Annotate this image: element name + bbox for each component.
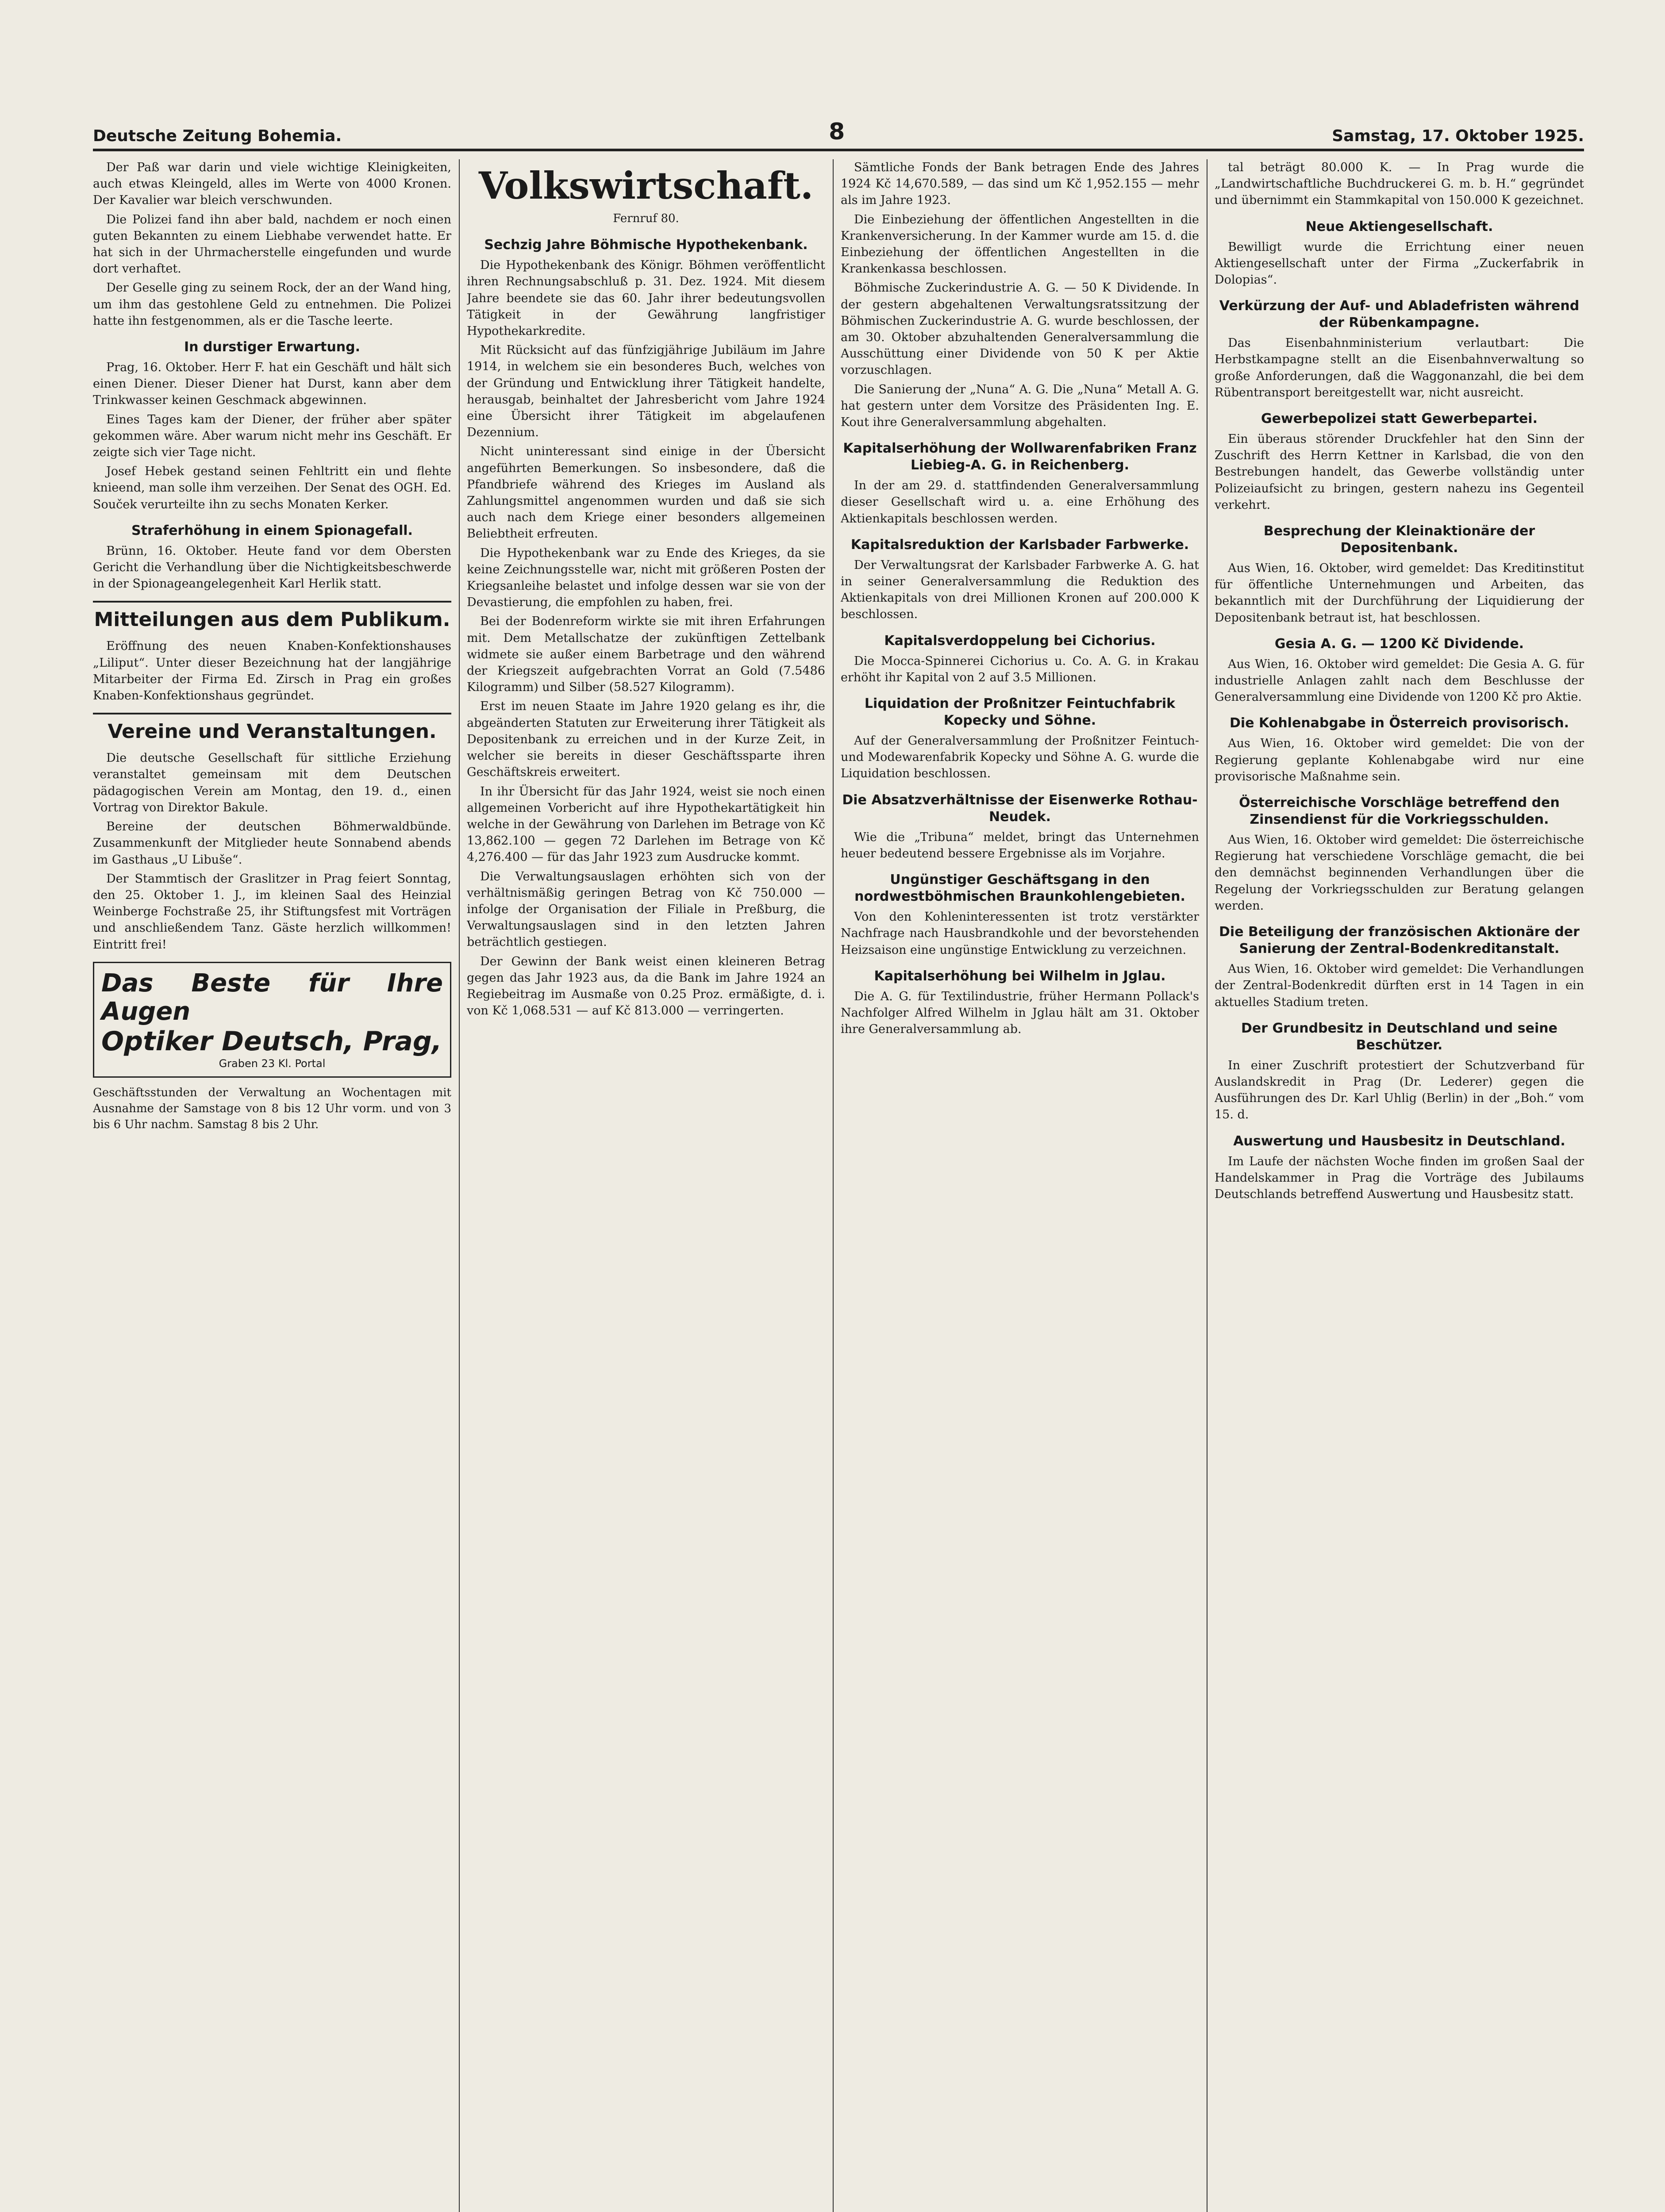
page-header [93, 119, 1584, 145]
article-paragraph: Eröffnung des neuen Knaben-Konfektionshauses „Liliput“. Unter dieser Bezeichnung hat der langjährige Mitarbeiter der Firma Ed. Zirsch in Prag ein großes Knaben-Konfektionshaus gegründet. [93, 639, 451, 703]
article-paragraph: Die deutsche Gesellschaft für sittliche Erziehung veranstaltet gemeinsam mit dem Deutschen pädagogischen Verein am Montag, den 19. d., einen Vortrag von Direktor Bakule. [93, 751, 451, 814]
article-paragraph: Brünn, 16. Oktober. Heute fand vor dem Obersten Gericht die Verhandlung über die Nichtigkeitsbeschwerde in der Spionageangelegenheit Karl Herlik statt. [93, 544, 451, 591]
article-heading: Der Grundbesitz in Deutschland und seine Beschützer. [1241, 1020, 1557, 1053]
article-paragraph: Aus Wien, 16. Oktober wird gemeldet: Die Gesia A. G. für industrielle Anlagen zahlt nach dem Beschlusse der Generalversammlung eine Dividende von 1200 Kč pro Aktie. [1215, 657, 1584, 704]
article-paragraph: Die Sanierung der „Nuna“ A. G. Die „Nuna“ Metall A. G. hat gestern unter dem Vorsitze des Präsidenten Ing. E. Kout ihre Generalversammlung abgehalten. [841, 382, 1199, 430]
article-paragraph: Sämtliche Fonds der Bank betragen Ende des Jahres 1924 Kč 14,670.589, — das sind um Kč 1,952.155 — mehr als im Jahre 1923. [841, 161, 1199, 207]
article-heading: Straferhöhung in einem Spionagefall. [131, 522, 413, 538]
article-heading: Liquidation der Proßnitzer Feintuchfabrik Kopecky und Söhne. [864, 696, 1176, 729]
ad-company: Optiker Deutsch, Prag, [101, 1025, 442, 1057]
optiker-advertisement [93, 962, 451, 1078]
ad-address: Graben 23 Kl. Portal [219, 1057, 326, 1070]
article-heading: Verkürzung der Auf- und Abladefristen während der Rübenkampagne. [1219, 298, 1580, 331]
article-heading: Gewerbepolizei statt Gewerbepartei. [1261, 411, 1538, 427]
article-paragraph: Ein überaus störender Druckfehler hat den Sinn der Zuschrift des Herrn Kettner in Karlsbad, die von den Bestrebungen handelt, das Gewerbe vollständig unter Polizeiaufsicht zu bringen, gestern nahezu ins Gegenteil verkehrt. [1215, 432, 1584, 512]
article-paragraph: In einer Zuschrift protestiert der Schutzverband für Auslandskredit in Prag (Dr. Lederer) gegen die Ausführungen des Dr. Karl Uhlig (Berlin) in der „Boh.“ vom 15. d. [1215, 1058, 1584, 1122]
article-paragraph: Mit Rücksicht auf das fünfzigjährige Jubiläum im Jahre 1914, in welchem sie ein besonderes Buch, welches von der Gründung und Entwicklung ihrer Tätigkeit handelte, herausgab, beinhaltet der Jahresbericht vom Jahre 1924 eine Übersicht ihrer Tätigkeit im abgelaufenen Dezennium. [467, 343, 825, 440]
column-3 [841, 159, 1199, 2212]
article-paragraph: Die Hypothekenbank war zu Ende des Krieges, da sie keine Zeichnungsstelle war, nicht mit größeren Posten der Kriegsanleihe belastet und infolge dessen war sie von der Devastierung, die empfohlen zu haben, frei. [467, 546, 825, 610]
section-subtitle: Fernruf 80. [613, 212, 679, 225]
article-paragraph: Prag, 16. Oktober. Herr F. hat ein Geschäft und hält sich einen Diener. Dieser Diener hat Durst, kann aber dem Trinkwasser keinen Geschmack abgewinnen. [93, 361, 451, 407]
article-heading: Kapitalserhöhung bei Wilhelm in Jglau. [874, 968, 1166, 984]
section-heading: Mitteilungen aus dem Publikum. [93, 601, 451, 631]
article-heading: Die Absatzverhältnisse der Eisenwerke Rothau-Neudek. [842, 792, 1198, 825]
article-paragraph: Die Hypothekenbank des Königr. Böhmen veröffentlicht ihren Rechnungsabschluß p. 31. Dez. 1924. Mit diesem Jahre beendete sie das 60. Jahr ihrer bedeutungsvollen Tätigkeit in der Gewährung langfristiger Hypothekarkredite. [467, 258, 825, 338]
column-divider [459, 159, 460, 2212]
article-paragraph: In der am 29. d. stattfindenden Generalversammlung dieser Gesellschaft wird u. a. eine Erhöhung des Aktienkapitals beschlossen werden. [841, 479, 1199, 526]
section-heading: Vereine und Veranstaltungen. [93, 713, 451, 743]
article-paragraph: Böhmische Zuckerindustrie A. G. — 50 K Dividende. In der gestern abgehaltenen Verwaltungsratssitzung der Böhmischen Zuckerindustrie A. G. wurde beschlossen, der am 30. Oktober abzuhaltenden Generalversammlung die Ausschüttung einer Dividende von 50 K per Aktie vorzuschlagen. [841, 281, 1199, 377]
article-heading: Gesia A. G. — 1200 Kč Dividende. [1274, 636, 1524, 652]
article-paragraph: Der Paß war darin und viele wichtige Kleinigkeiten, auch etwas Kleingeld, alles im Werte von 4000 Kronen. Der Kavalier war bleich verschwunden. [93, 161, 451, 207]
column-divider [833, 159, 834, 2212]
article-paragraph: Eines Tages kam der Diener, der früher aber später gekommen wäre. Aber warum nicht mehr ins Geschäft. Er zeigte sich vier Tage nicht. [93, 412, 451, 460]
article-heading: Die Kohlenabgabe in Österreich provisorisch. [1230, 715, 1569, 731]
article-heading: Ungünstiger Geschäftsgang in den nordwestböhmischen Braunkohlengebieten. [854, 872, 1185, 905]
article-paragraph: In ihr Übersicht für das Jahr 1924, weist sie noch einen allgemeinen Vorbericht auf ihre Hypothekartätigkeit hin welche in der Gewährung von Darlehen im Betrage von Kč 13,862.100 — gegen 72 Darlehen im Betrage von Kč 4,276.400 — für das Jahr 1923 zum Ausdrucke kommt. [467, 784, 825, 864]
article-paragraph: Das Eisenbahnministerium verlautbart: Die Herbstkampagne stellt an die Eisenbahnverwaltung so große Anforderungen, daß die Waggonanzahl, die bei dem Rübentransport bereitgestellt war, nicht ausreicht. [1215, 336, 1584, 399]
article-paragraph: Aus Wien, 16. Oktober wird gemeldet: Die von der Regierung geplante Kohlenabgabe wird nur eine provisorische Maßnahme sein. [1215, 737, 1584, 783]
article-paragraph: Die Mocca-Spinnerei Cichorius u. Co. A. G. in Krakau erhöht ihr Kapital von 2 auf 3.5 Millionen. [841, 654, 1199, 684]
article-paragraph: Der Stammtisch der Graslitzer in Prag feiert Sonntag, den 25. Oktober 1. J., im kleinen Saal des Heinzial Weinberge Fochstraße 25, ihr Stiftungsfest mit Vorträgen und anschließendem Tanz. Gäste herzlich willkommen! Eintritt frei! [93, 872, 451, 952]
article-heading: Auswertung und Hausbesitz in Deutschland. [1233, 1133, 1565, 1149]
article-paragraph: Nicht uninteressant sind einige in der Übersicht angeführten Bemerkungen. So insbesondere, daß die Pfandbriefe während des Krieges im Ausland als Zahlungsmittel angenommen wurden und daß sie sich auch nach dem Kriege einer besonders allgemeinen Beliebtheit erfreuten. [467, 445, 825, 541]
office-hours-notice: Geschäftsstunden der Verwaltung an Wochentagen mit Ausnahme der Samstage von 8 bis 12 Uhr vorm. und von 3 bis 6 Uhr nachm. Samstag 8 bis 2 Uhr. [93, 1086, 451, 1131]
article-heading: Sechzig Jahre Böhmische Hypothekenbank. [484, 237, 808, 253]
article-paragraph: Der Geselle ging zu seinem Rock, der an der Wand hing, um ihm das gestohlene Geld zu entnehmen. Die Polizei hatte ihn festgenommen, als er die Tasche leerte. [93, 281, 451, 328]
article-paragraph: tal beträgt 80.000 K. — In Prag wurde die „Landwirtschaftliche Buchdruckerei G. m. b. H.“ gegründet und übernimmt ein Stammkapital von 150.000 K gezeichnet. [1215, 161, 1584, 207]
article-paragraph: Josef Hebek gestand seinen Fehltritt ein und flehte knieend, man solle ihm verzeihen. Der Senat des OGH. Ed. Souček verurteilte ihn zu sechs Monaten Kerker. [93, 465, 451, 511]
article-paragraph: Bereine der deutschen Böhmerwaldbünde. Zusammenkunft der Mitglieder heute Sonnabend abends im Gasthaus „U Libuše“. [93, 820, 451, 867]
article-heading: Kapitalserhöhung der Wollwarenfabriken Franz Liebieg-A. G. in Reichenberg. [843, 441, 1197, 473]
article-paragraph: Auf der Generalversammlung der Proßnitzer Feintuch- und Modewarenfabrik Kopecky und Söhne A. G. wurde die Liquidation beschlossen. [841, 734, 1199, 781]
section-title: Volkswirtschaft. [478, 164, 814, 207]
newspaper-title: Deutsche Zeitung Bohemia. [93, 127, 342, 145]
article-paragraph: Der Gewinn der Bank weist einen kleineren Betrag gegen das Jahr 1923 aus, da die Bank im Jahre 1924 an Regiebeitrag im Ausmaße von 0.25 Proz. ermäßigte, d. i. von Kč 1,068.531 — auf Kč 813.000 — verringerten. [467, 954, 825, 1018]
article-heading: Österreichische Vorschläge betreffend den Zinsendienst für die Vorkriegsschulden. [1239, 795, 1560, 828]
article-heading: Kapitalsverdoppelung bei Cichorius. [884, 633, 1156, 649]
article-paragraph: Wie die „Tribuna“ meldet, bringt das Unternehmen heuer bedeutend bessere Ergebnisse als im Vorjahre. [841, 830, 1199, 860]
article-paragraph: Im Laufe der nächsten Woche finden im großen Saal der Handelskammer in Prag die Vorträge des Jubilaums Deutschlands betreffend Auswertung und Hausbesitz statt. [1215, 1154, 1584, 1201]
article-heading: Kapitalsreduktion der Karlsbader Farbwerke. [850, 537, 1189, 553]
article-paragraph: Die Verwaltungsauslagen erhöhten sich von der verhältnismäßig geringen Betrag von Kč 750.000 — infolge der Organisation der Filiale in Preßburg, die Verwaltungsauslagen sind in den letzten Jahren beträchtlich gestiegen. [467, 869, 825, 949]
article-paragraph: Aus Wien, 16. Oktober, wird gemeldet: Das Kreditinstitut für öffentliche Unternehmungen und Arbeiten, das bekanntlich mit der Durchführung der Liquidierung der Depositenbank betraut ist, hat beschlossen. [1215, 561, 1584, 625]
article-paragraph: Aus Wien, 16. Oktober wird gemeldet: Die österreichische Regierung hat verschiedene Vorschläge gemacht, die bei den demnächst beginnenden Verhandlungen über die Regelung der Vorkriegsschulden zur Beratung gelangen werden. [1215, 833, 1584, 913]
article-paragraph: Erst im neuen Staate im Jahre 1920 gelang es ihr, die abgeänderten Statuten zur Erweiterung ihrer Tätigkeit als Depositenbank zu erreichen und in der Kurze Zeit, in welcher sie bereits in dieser Geschäftssparte ihren Geschäftskreis erweitert. [467, 699, 825, 780]
ad-headline: Das Beste für Ihre Augen [101, 968, 443, 1026]
article-paragraph: Die Einbeziehung der öffentlichen Angestellten in die Krankenversicherung. In der Kammer wurde am 15. d. die Einbeziehung der öffentlichen Angestellten in die Krankenkassa beschlossen. [841, 212, 1199, 276]
article-paragraph: Die Polizei fand ihn aber bald, nachdem er noch einen guten Bekannten zu einem Liebhabe verwendet hatte. Er hat sich in der Uhrmacherstelle eingefunden und wurde dort verhaftet. [93, 212, 451, 276]
article-heading: Die Beteiligung der französischen Aktionäre der Sanierung der Zentral-Bodenkreditanstalt. [1219, 924, 1580, 957]
article-paragraph: Aus Wien, 16. Oktober wird gemeldet: Die Verhandlungen der Zentral-Bodenkredit dürften erst in 14 Tagen in ein aktuelles Stadium treten. [1215, 962, 1584, 1009]
article-heading: In durstiger Erwartung. [184, 339, 361, 355]
column-4 [1215, 159, 1584, 2212]
article-heading: Besprechung der Kleinaktionäre der Depositenbank. [1263, 523, 1535, 556]
article-paragraph: Von den Kohleninteressenten ist trotz verstärkter Nachfrage nach Hausbrandkohle und der bevorstehenden Heizsaison eine ungünstige Entwicklung zu verzeichnen. [841, 910, 1199, 957]
article-paragraph: Die A. G. für Textilindustrie, früher Hermann Pollack's Nachfolger Alfred Wilhelm in Jglau hält am 31. Oktober ihre Generalversammlung ab. [841, 989, 1199, 1037]
column-2 [467, 159, 825, 2212]
article-heading: Neue Aktiengesellschaft. [1305, 219, 1493, 234]
article-paragraph: Der Verwaltungsrat der Karlsbader Farbwerke A. G. hat in seiner Generalversammlung die Reduktion des Aktienkapitals von drei Millionen Kronen auf 200.000 K beschlossen. [841, 558, 1199, 622]
issue-date: Samstag, 17. Oktober 1925. [1332, 127, 1584, 145]
article-paragraph: Bewilligt wurde die Errichtung einer neuen Aktiengesellschaft unter der Firma „Zuckerfabrik in Dolopias“. [1215, 240, 1584, 287]
column-1 [93, 159, 451, 2212]
header-rule [93, 149, 1584, 151]
page-number: 8 [829, 119, 845, 145]
article-paragraph: Bei der Bodenreform wirkte sie mit ihren Erfahrungen mit. Dem Metallschatze der zukünftigen Zettelbank widmete sie außer einem Barbetrage und den während der Kriegszeit aufgebrachten Vorrat an Gold (7.5486 Kilogramm) und Silber (58.527 Kilogramm). [467, 614, 825, 695]
